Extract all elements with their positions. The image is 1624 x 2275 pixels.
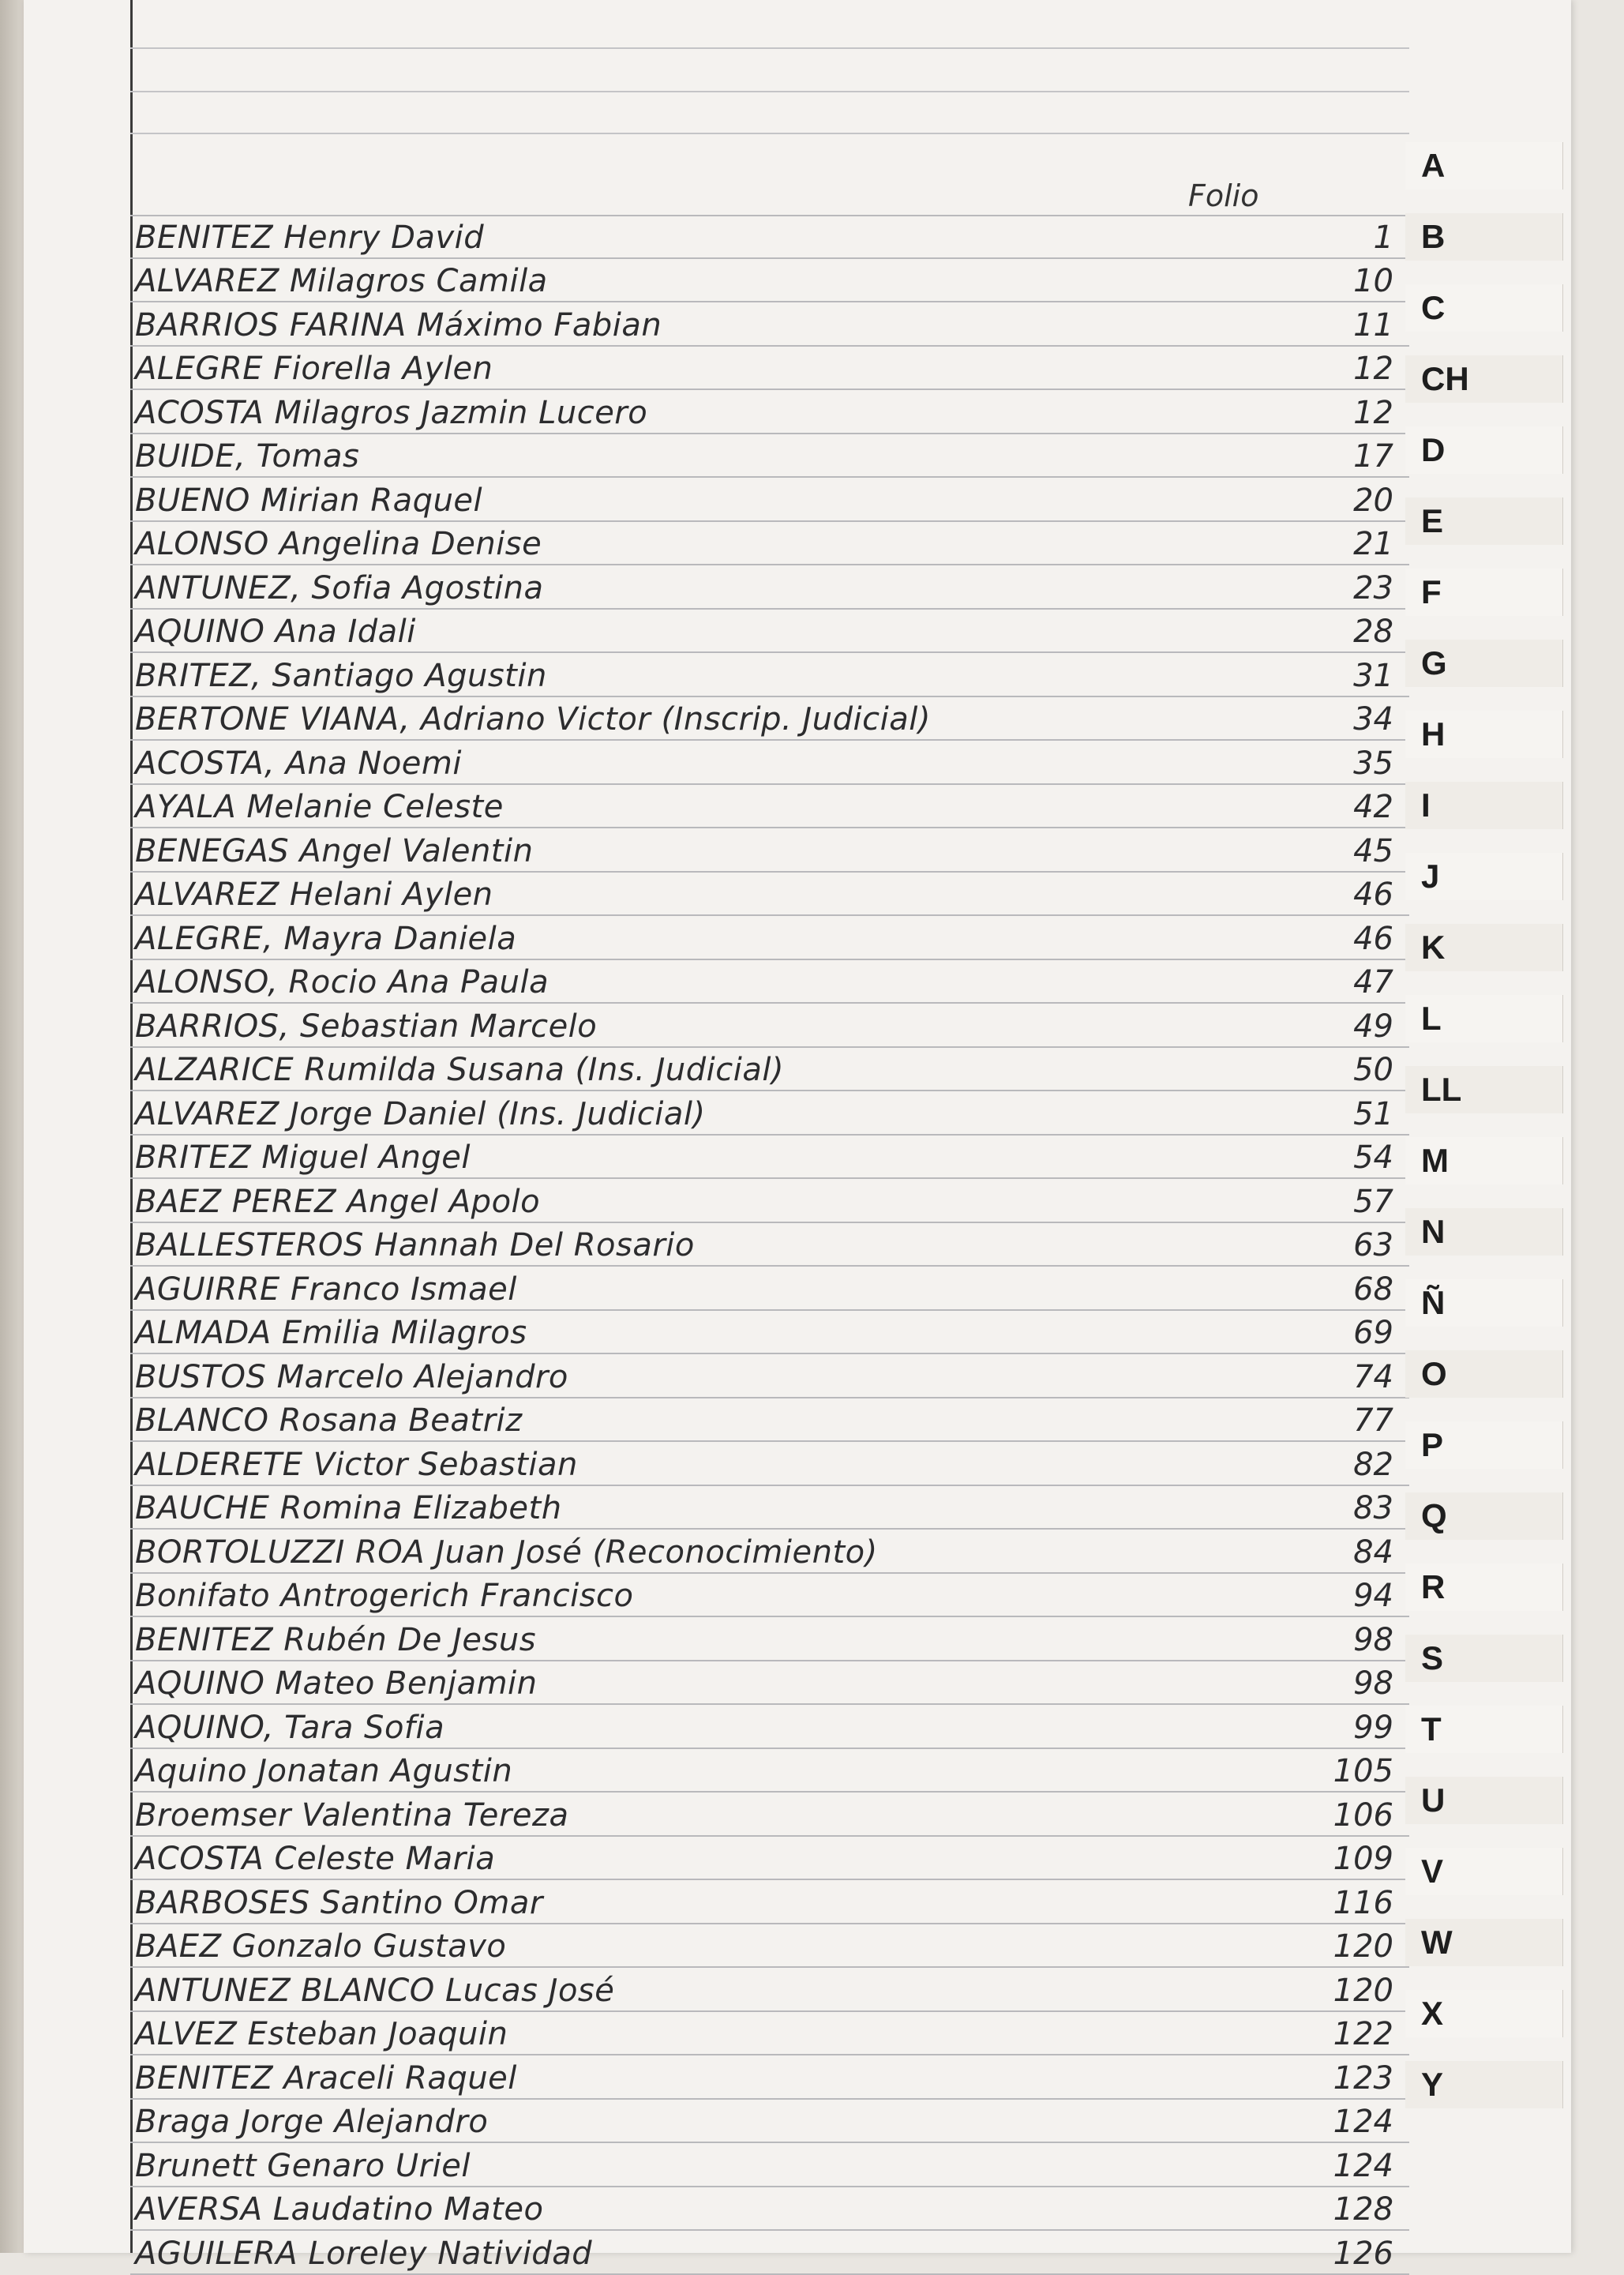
ledger-row [130,828,1409,873]
ruled-line [130,133,1409,134]
index-tab[interactable]: X [1405,1990,1563,2037]
entry-folio: 21 [1353,526,1393,562]
index-tab[interactable]: Q [1405,1492,1563,1540]
entry-name: BALLESTEROS Hannah Del Rosario [135,1227,695,1263]
index-tab[interactable]: LL [1405,1066,1563,1113]
ledger-row [130,2187,1409,2232]
entry-name: Broemser Valentina Tereza [135,1796,569,1834]
ledger-row [130,1924,1409,1969]
notebook-binding [0,0,24,2253]
index-tab[interactable]: M [1405,1137,1563,1184]
ledger-row [130,653,1409,697]
ledger-row [130,1574,1409,1618]
entry-folio: 54 [1353,1139,1393,1176]
entry-folio: 42 [1353,789,1393,825]
ledger-row [130,2012,1409,2056]
entry-folio: 57 [1353,1183,1393,1220]
entry-name: BORTOLUZZI ROA Juan José (Reconocimiento) [135,1534,878,1571]
entry-name: AGUILERA Loreley Natividad [135,2235,593,2272]
entry-name: BLANCO Rosana Beatriz [135,1402,523,1439]
entry-name: ALONSO Angelina Denise [135,526,542,562]
index-tab[interactable]: N [1405,1208,1563,1256]
ledger-row [130,1311,1409,1355]
entry-folio: 109 [1333,1841,1393,1877]
index-tab[interactable]: V [1405,1848,1563,1895]
index-tab[interactable]: T [1405,1706,1563,1753]
index-tab[interactable]: H [1405,711,1563,758]
entry-folio: 50 [1353,1052,1393,1088]
ledger-row [130,1837,1409,1881]
entry-name: BRITEZ Miguel Angel [135,1139,471,1176]
ledger-row [130,478,1409,522]
ledger-row [130,1880,1409,1924]
index-tab[interactable]: A [1405,142,1563,190]
entry-name: BAEZ PEREZ Angel Apolo [135,1183,541,1220]
ledger-entries [130,215,1409,2275]
entry-name: BENEGAS Angel Valentin [135,832,534,869]
entry-folio: 124 [1333,2104,1393,2140]
entry-name: AQUINO Ana Idali [135,614,416,650]
entry-name: BERTONE VIANA, Adriano Victor (Inscrip. Judicial) [135,701,931,738]
index-tab[interactable]: Ñ [1405,1279,1563,1327]
entry-name: ANTUNEZ BLANCO Lucas José [135,1972,615,2009]
entry-folio: 77 [1353,1402,1393,1439]
index-tab[interactable]: B [1405,213,1563,261]
entry-folio: 28 [1353,614,1393,650]
entry-folio: 120 [1333,1928,1393,1965]
entry-name: BAUCHE Romina Elizabeth [135,1490,562,1526]
ledger-row [130,741,1409,785]
ledger-row [130,565,1409,610]
ruled-line [130,91,1409,92]
index-tab[interactable]: W [1405,1919,1563,1966]
index-tab[interactable]: K [1405,924,1563,971]
entry-folio: 45 [1353,832,1393,869]
ledger-row [130,1398,1409,1443]
ledger-row [130,1661,1409,1706]
ledger-row [130,1267,1409,1311]
ledger-row [130,1091,1409,1136]
index-tab[interactable]: I [1405,782,1563,829]
ledger-row [130,1486,1409,1530]
ledger-row [130,434,1409,479]
ledger-row [130,259,1409,303]
entry-name: Brunett Genaro Uriel [135,2147,471,2184]
ruled-line [130,47,1409,49]
ledger-header-row [130,172,1409,216]
entry-name: AQUINO, Tara Sofia [135,1709,445,1746]
ledger-row [130,1793,1409,1837]
entry-name: ALZARICE Rumilda Susana (Ins. Judicial) [135,1052,785,1088]
entry-name: BENITEZ Rubén De Jesus [135,1621,537,1658]
entry-folio: 34 [1353,701,1393,738]
ledger-row [130,2100,1409,2144]
entry-name: ACOSTA Milagros Jazmin Lucero [135,394,648,431]
entry-name: BARBOSES Santino Omar [135,1884,543,1921]
folio-heading: Folio [1188,178,1259,213]
ledger-row [130,1530,1409,1574]
ledger-row [130,916,1409,960]
index-tab[interactable]: G [1405,640,1563,687]
index-tab[interactable]: C [1405,284,1563,332]
entry-folio: 12 [1353,351,1393,387]
ledger-row [130,215,1409,259]
entry-folio: 46 [1353,877,1393,913]
ledger-row [130,1223,1409,1267]
entry-folio: 23 [1353,569,1393,606]
entry-name: ALVAREZ Jorge Daniel (Ins. Judicial) [135,1095,706,1132]
ledger-row [130,1968,1409,2012]
entry-folio: 10 [1353,263,1393,299]
entry-folio: 46 [1353,920,1393,957]
ledger-row [130,1442,1409,1486]
entry-name: BRITEZ, Santiago Agustin [135,657,547,694]
ledger-row [130,697,1409,741]
entry-name: BENITEZ Henry David [135,219,485,256]
entry-folio: 124 [1333,2147,1393,2184]
entry-name: BARRIOS FARINA Máximo Fabian [135,306,662,344]
ledger-row [130,610,1409,654]
entry-name: ALDERETE Victor Sebastian [135,1446,578,1483]
entry-name: AVERSA Laudatino Mateo [135,2191,544,2228]
entry-folio: 1 [1373,219,1393,256]
entry-folio: 74 [1353,1358,1393,1395]
entry-folio: 63 [1353,1227,1393,1263]
entry-name: ALVAREZ Helani Aylen [135,877,493,913]
index-tab[interactable]: O [1405,1350,1563,1398]
entry-name: BUIDE, Tomas [135,438,360,475]
entry-name: ACOSTA, Ana Noemi [135,745,462,782]
entry-folio: 82 [1353,1446,1393,1483]
entry-name: ANTUNEZ, Sofia Agostina [135,569,544,606]
entry-folio: 12 [1353,394,1393,431]
ledger-row [130,347,1409,391]
index-tab[interactable]: P [1405,1421,1563,1469]
entry-folio: 20 [1353,482,1393,519]
index-tab[interactable]: R [1405,1564,1563,1611]
entry-name: ALVAREZ Milagros Camila [135,263,548,299]
entry-folio: 17 [1353,438,1393,475]
entry-folio: 120 [1333,1972,1393,2009]
ledger-row [130,390,1409,434]
index-tab[interactable]: L [1405,995,1563,1042]
ledger-row [130,302,1409,347]
ledger-row [130,1179,1409,1223]
entry-name: Braga Jorge Alejandro [135,2104,489,2140]
entry-folio: 69 [1353,1315,1393,1351]
entry-folio: 98 [1353,1665,1393,1702]
entry-name: ALVEZ Esteban Joaquin [135,2016,508,2052]
entry-name: BUSTOS Marcelo Alejandro [135,1358,568,1395]
entry-folio: 94 [1353,1578,1393,1614]
entry-folio: 126 [1333,2235,1393,2272]
alphabet-index [1405,142,1571,2195]
entry-folio: 49 [1353,1008,1393,1045]
ledger-row [130,2055,1409,2100]
entry-folio: 35 [1353,745,1393,782]
entry-name: AQUINO Mateo Benjamin [135,1665,538,1702]
ledger-row [130,960,1409,1004]
entry-name: Aquino Jonatan Agustin [135,1753,513,1789]
entry-name: BARRIOS, Sebastian Marcelo [135,1008,598,1045]
index-tab[interactable]: Y [1405,2061,1563,2108]
ledger-row [130,1617,1409,1661]
entry-folio: 105 [1333,1753,1393,1789]
entry-folio: 11 [1353,306,1393,344]
index-tab[interactable]: J [1405,853,1563,900]
entry-folio: 106 [1333,1796,1393,1834]
entry-name: ALEGRE, Mayra Daniela [135,920,517,957]
ledger-row [130,1048,1409,1092]
ledger-row [130,1354,1409,1398]
entry-name: AGUIRRE Franco Ismael [135,1271,517,1308]
ledger-row [130,1749,1409,1793]
entry-name: BAEZ Gonzalo Gustavo [135,1928,507,1965]
entry-folio: 84 [1353,1534,1393,1571]
entry-name: BENITEZ Araceli Raquel [135,2059,517,2097]
entry-folio: 128 [1333,2191,1393,2228]
ledger-row [130,1705,1409,1749]
entry-folio: 31 [1353,657,1393,694]
entry-name: BUENO Mirian Raquel [135,482,483,519]
entry-folio: 116 [1333,1884,1393,1921]
ledger-row [130,522,1409,566]
ledger-row [130,1136,1409,1180]
index-tab[interactable]: D [1405,426,1563,474]
index-tab[interactable]: E [1405,497,1563,545]
entry-name: ALEGRE Fiorella Aylen [135,351,493,387]
entry-folio: 51 [1353,1095,1393,1132]
entry-name: Bonifato Antrogerich Francisco [135,1578,634,1614]
entry-folio: 122 [1333,2016,1393,2052]
entry-folio: 83 [1353,1490,1393,1526]
entry-name: AYALA Melanie Celeste [135,789,504,825]
entry-folio: 123 [1333,2059,1393,2097]
entry-name: ALMADA Emilia Milagros [135,1315,527,1351]
index-tab[interactable]: F [1405,569,1563,616]
ledger-row [130,785,1409,829]
entry-folio: 98 [1353,1621,1393,1658]
index-tab[interactable]: S [1405,1635,1563,1682]
entry-folio: 47 [1353,964,1393,1000]
entry-name: ALONSO, Rocio Ana Paula [135,964,549,1000]
ledger-row [130,1004,1409,1048]
ledger-row [130,873,1409,917]
entry-folio: 68 [1353,1271,1393,1308]
entry-name: ACOSTA Celeste Maria [135,1841,496,1877]
entry-folio: 99 [1353,1709,1393,1746]
ledger-row [130,2143,1409,2187]
index-tab[interactable]: U [1405,1777,1563,1824]
index-tab[interactable]: CH [1405,355,1563,403]
